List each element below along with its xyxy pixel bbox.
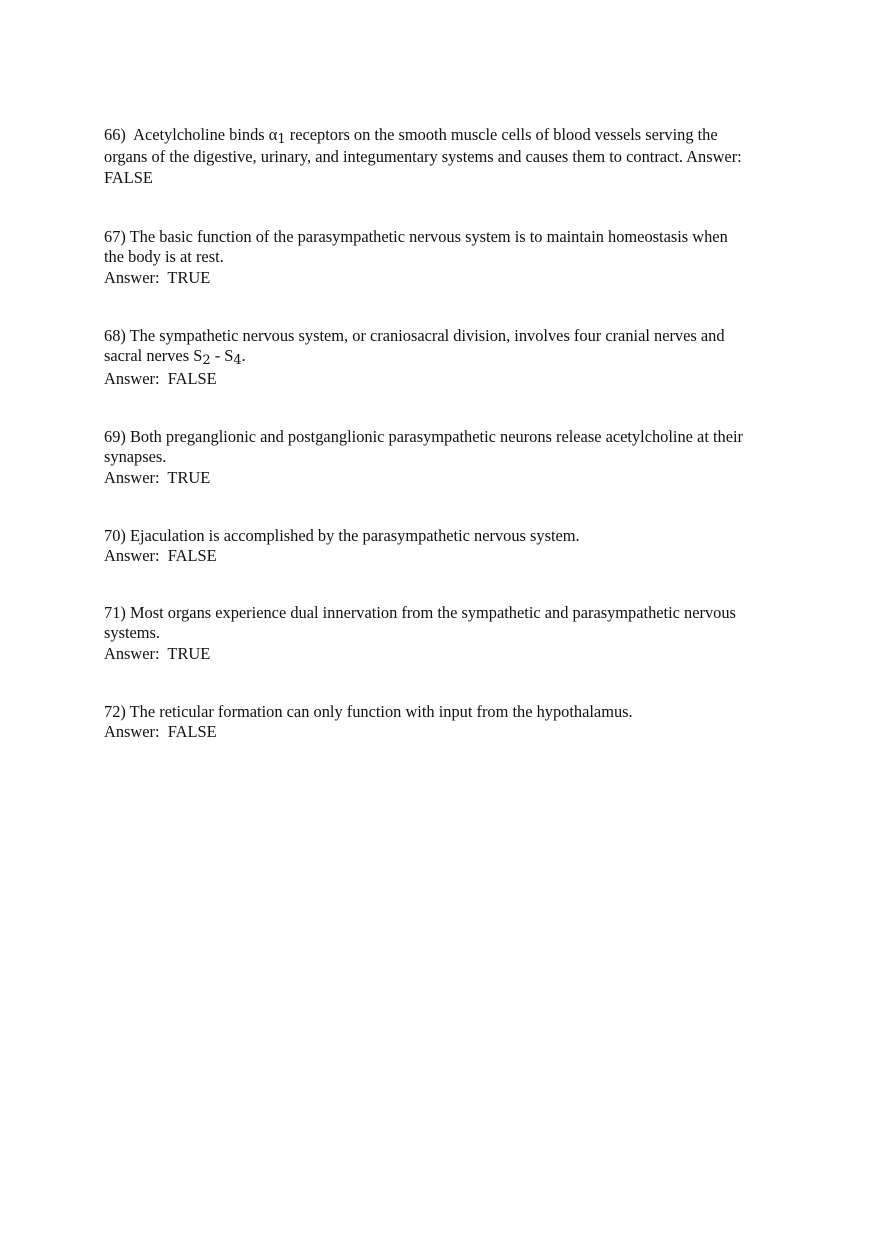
text-segment: sacral nerves S — [104, 346, 203, 366]
text-segment: receptors on the smooth muscle cells of blood vessels serving the — [285, 125, 718, 144]
question-69 — [104, 427, 804, 488]
question-70 — [104, 526, 804, 567]
text-segment: Answer: TRUE — [104, 267, 211, 287]
question-line — [104, 526, 804, 546]
question-line — [104, 346, 804, 368]
question-line — [104, 247, 804, 267]
text-segment: Answer: TRUE — [104, 467, 211, 487]
question-line — [104, 644, 804, 664]
text-segment: Answer: FALSE — [104, 546, 217, 566]
text-segment: 69) Both preganglionic and postganglionic parasympathetic neurons release acetylcholine at their — [104, 427, 744, 446]
question-72 — [104, 702, 804, 743]
text-segment: 71) Most organs experience dual innervation from the sympathetic and parasympathetic nervous — [104, 603, 736, 622]
subscript: 4 — [233, 353, 242, 369]
question-line — [104, 623, 804, 643]
text-segment: 68) The sympathetic nervous system, or craniosacral division, involves four cranial nerves and — [104, 326, 725, 345]
question-line — [104, 603, 804, 623]
question-line — [104, 722, 804, 742]
question-68 — [104, 326, 804, 389]
question-line — [104, 546, 804, 566]
question-71 — [104, 603, 804, 664]
text-segment: 66) Acetylcholine binds α — [104, 125, 278, 144]
text-segment: 67) The basic function of the parasympathetic nervous system is to maintain homeostasis when — [104, 227, 728, 246]
question-line — [104, 147, 804, 167]
text-segment: FALSE — [104, 167, 153, 187]
text-segment: 70) Ejaculation is accomplished by the parasympathetic nervous system. — [104, 526, 580, 545]
question-line — [104, 268, 804, 288]
text-segment: Answer: TRUE — [104, 643, 211, 663]
text-segment: Answer: FALSE — [104, 722, 217, 742]
question-line — [104, 125, 804, 147]
text-segment: systems. — [104, 623, 161, 643]
question-66 — [104, 125, 804, 188]
text-segment: the body is at rest. — [104, 247, 224, 267]
question-line — [104, 227, 804, 247]
text-segment: 72) The reticular formation can only function with input from the hypothalamus. — [104, 702, 633, 721]
question-67 — [104, 227, 804, 288]
question-line — [104, 369, 804, 389]
question-line — [104, 447, 804, 467]
subscript: 2 — [202, 353, 211, 369]
text-segment: - S — [210, 346, 234, 366]
question-line — [104, 427, 804, 447]
text-segment: . — [241, 346, 246, 366]
text-segment: Answer: FALSE — [104, 368, 217, 388]
question-line — [104, 468, 804, 488]
question-line — [104, 168, 804, 188]
text-segment: organs of the digestive, urinary, and integumentary systems and causes them to contract. Answer: — [104, 147, 742, 167]
question-line — [104, 702, 804, 722]
subscript: 1 — [277, 132, 286, 147]
question-line — [104, 326, 804, 346]
text-segment: synapses. — [104, 447, 167, 467]
